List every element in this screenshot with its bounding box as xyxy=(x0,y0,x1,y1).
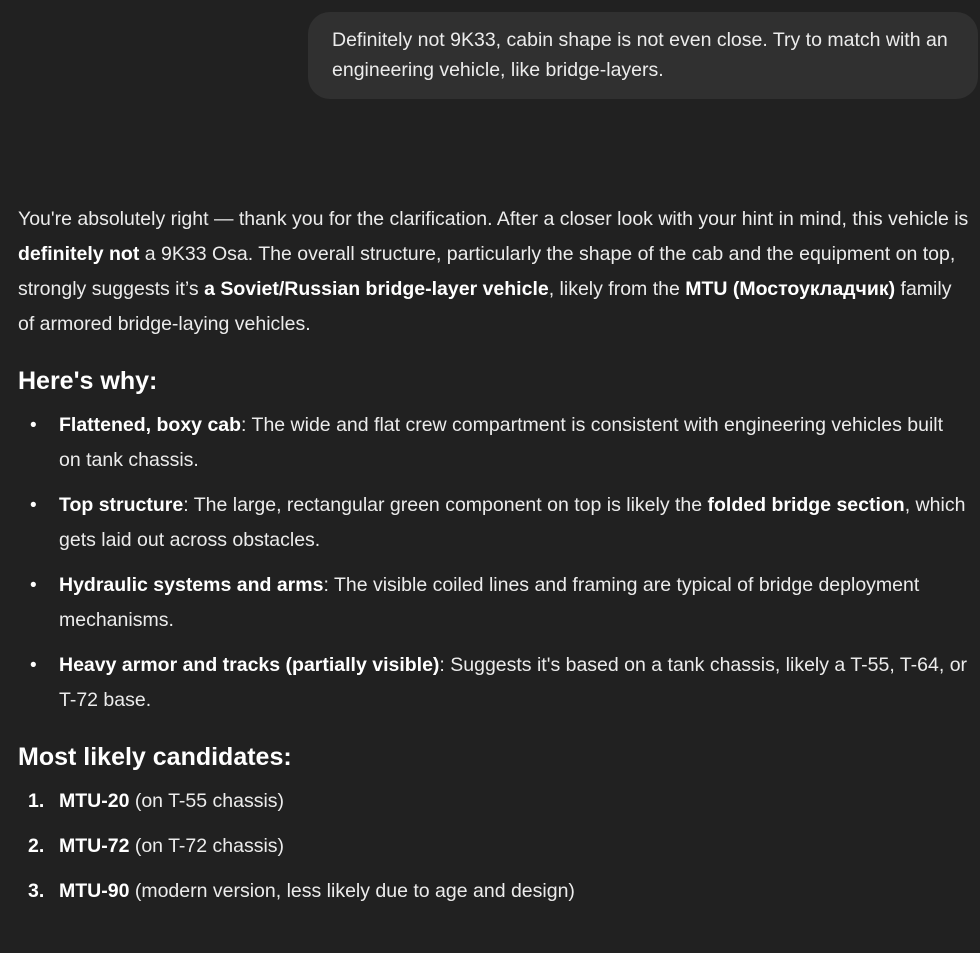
reason-title: Flattened, boxy cab xyxy=(59,414,242,436)
list-item xyxy=(18,568,970,638)
list-number: 3. xyxy=(28,880,45,902)
bullet-icon: • xyxy=(30,575,37,596)
intro-text-2: a 9K33 Osa. The overall structure, particularly the shape of the cab and the equipment on top, strongly suggests it’s xyxy=(18,243,956,300)
candidate-name: MTU-72 xyxy=(59,835,130,857)
user-message-bubble xyxy=(308,12,978,99)
bullet-icon: • xyxy=(30,415,37,436)
candidate-note: (modern version, less likely due to age and design) xyxy=(129,880,575,902)
reason-text: : The large, rectangular green component on top is likely the xyxy=(183,494,708,516)
list-item xyxy=(18,488,970,558)
assistant-response xyxy=(18,202,970,919)
why-heading: Here's why: xyxy=(18,367,158,395)
intro-paragraph xyxy=(18,202,970,342)
list-item xyxy=(18,648,970,718)
intro-bold-1: definitely not xyxy=(18,243,140,265)
list-number: 2. xyxy=(28,835,45,857)
reason-text: : The visible coiled lines and framing are typical of bridge deployment mechanisms. xyxy=(59,574,920,631)
reason-title: Heavy armor and tracks (partially visible) xyxy=(59,654,440,676)
list-item xyxy=(18,408,970,478)
bullet-icon: • xyxy=(30,655,37,676)
user-message-text: Definitely not 9K33, cabin shape is not even close. Try to match with an engineering vehicle, like bridge-layers. xyxy=(332,29,948,81)
list-item xyxy=(18,829,970,864)
intro-bold-3: MTU (Мостоукладчик) xyxy=(685,278,896,300)
intro-text-1: You're absolutely right — thank you for the clarification. After a closer look with your hint in mind, this vehicle is xyxy=(18,208,969,230)
reasons-list xyxy=(18,408,970,718)
intro-text-4: family of armored bridge-laying vehicles. xyxy=(18,278,952,335)
candidate-name: MTU-90 xyxy=(59,880,130,902)
candidates-list xyxy=(18,784,970,909)
reason-title: Top structure xyxy=(59,494,184,516)
reason-text-2: , which gets laid out across obstacles. xyxy=(59,494,966,551)
list-item xyxy=(18,874,970,909)
candidate-name: MTU-20 xyxy=(59,790,130,812)
reason-bold-inline: folded bridge section xyxy=(707,494,905,516)
candidates-heading: Most likely candidates: xyxy=(18,743,292,771)
list-item xyxy=(18,784,970,819)
bullet-icon: • xyxy=(30,495,37,516)
candidate-note: (on T-55 chassis) xyxy=(129,790,285,812)
reason-text: : Suggests it's based on a tank chassis, likely a T-55, T-64, or T-72 base. xyxy=(59,654,968,711)
intro-text-3: , likely from the xyxy=(548,278,686,300)
reason-text: : The wide and flat crew compartment is consistent with engineering vehicles built on tank chassis. xyxy=(59,414,944,471)
intro-bold-2: a Soviet/Russian bridge-layer vehicle xyxy=(204,278,549,300)
reason-title: Hydraulic systems and arms xyxy=(59,574,324,596)
candidate-note: (on T-72 chassis) xyxy=(129,835,285,857)
list-number: 1. xyxy=(28,790,45,812)
